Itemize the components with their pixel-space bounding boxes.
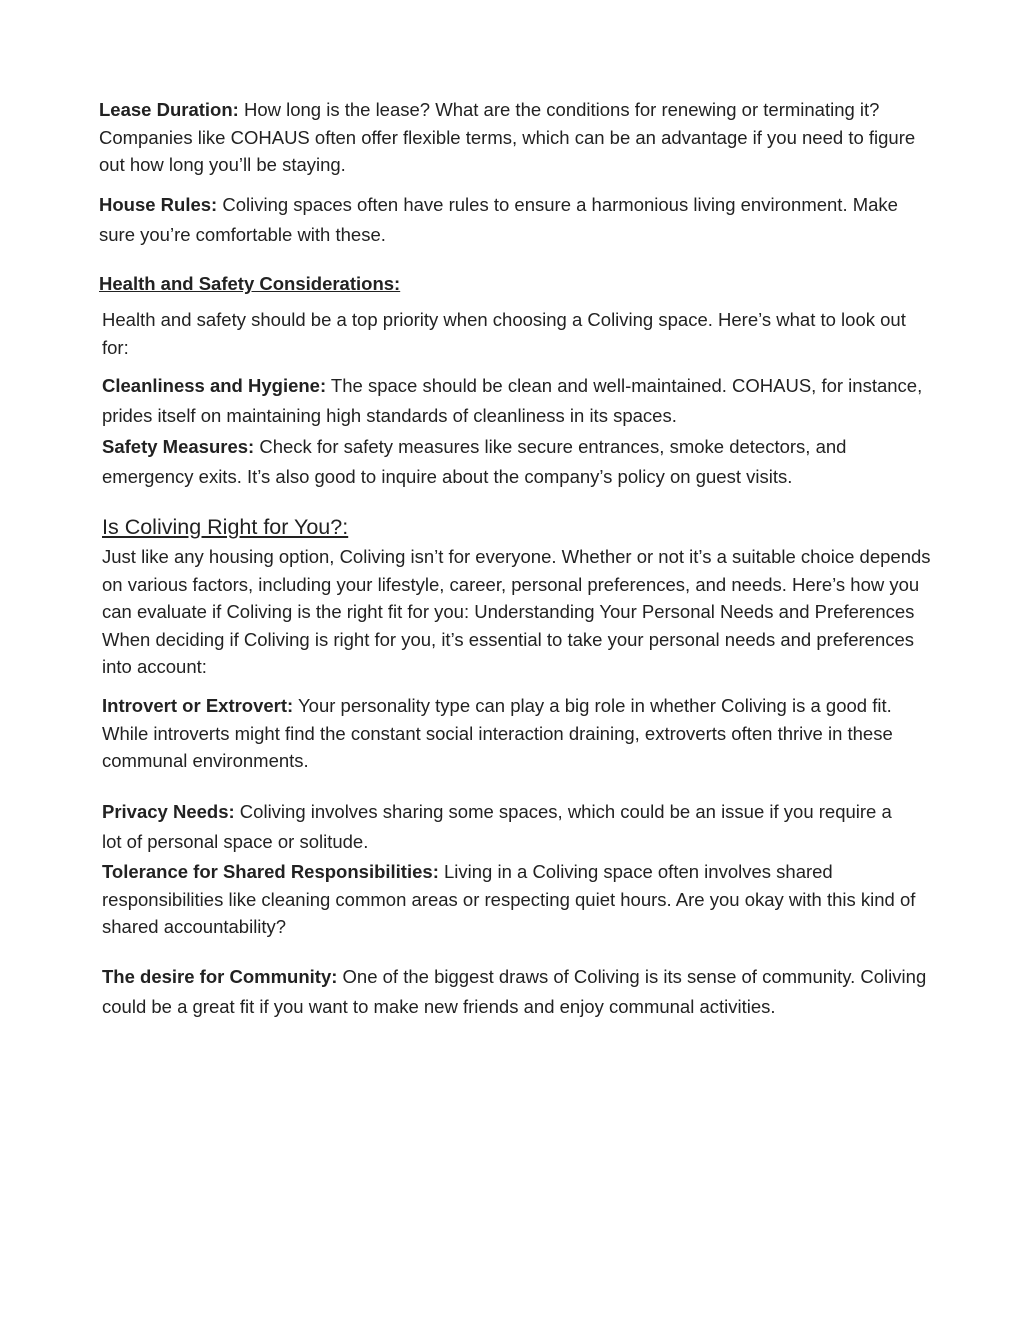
lease-duration-text: How long is the lease? What are the conditions for renewing or terminating it? Companies like COHAUS often offer flexible terms, which can be an advantage if you need to figure out how long you’ll be staying.	[99, 99, 916, 175]
introvert-term: Introvert or Extrovert:	[102, 695, 294, 716]
lease-duration-term: Lease Duration:	[99, 99, 239, 120]
safety-text: Check for safety measures like secure entrances, smoke detectors, and emergency exits. It’s also good to inquire about the company’s policy on guest visits.	[102, 436, 847, 487]
privacy-term: Privacy Needs:	[102, 801, 235, 822]
tolerance-term: Tolerance for Shared Responsibilities:	[102, 861, 439, 882]
tolerance-text: Living in a Coliving space often involves shared responsibilities like cleaning common areas or respecting quiet hours. Are you okay with this kind of shared accountability?	[102, 861, 916, 937]
health-safety-intro: Health and safety should be a top priority when choosing a Coliving space. Here’s what to look out for:	[102, 309, 906, 358]
safety-paragraph	[102, 432, 932, 492]
cleanliness-term: Cleanliness and Hygiene:	[102, 375, 327, 396]
safety-term: Safety Measures:	[102, 436, 255, 457]
house-rules-term: House Rules:	[99, 194, 218, 215]
community-term: The desire for Community:	[102, 966, 338, 987]
cleanliness-paragraph	[102, 371, 932, 431]
community-text: One of the biggest draws of Coliving is its sense of community. Coliving could be a great fit if you want to make new friends and enjoy communal activities.	[102, 966, 927, 1017]
introvert-text: Your personality type can play a big role in whether Coliving is a good fit. While introverts might find the constant social interaction draining, extroverts often thrive in these communal environments.	[102, 695, 893, 771]
house-rules-paragraph	[99, 190, 929, 250]
cleanliness-text: The space should be clean and well-maintained. COHAUS, for instance, prides itself on maintaining high standards of cleanliness in its spaces.	[102, 375, 923, 426]
health-safety-heading: Health and Safety Considerations:	[99, 273, 401, 294]
house-rules-text: Coliving spaces often have rules to ensure a harmonious living environment. Make sure you’re comfortable with these.	[99, 194, 898, 245]
community-paragraph	[102, 962, 932, 1022]
is-coliving-right-intro: Just like any housing option, Coliving isn’t for everyone. Whether or not it’s a suitable choice depends on various factors, including your lifestyle, career, personal preferences, and needs. Here’s how you can evaluate if Coliving is the right fit for you: Understanding Your Personal Needs and Preferences When deciding if Coliving is right for you, it’s essential to take your personal needs and preferences into account:	[102, 546, 931, 677]
is-coliving-right-heading: Is Coliving Right for You?:	[102, 515, 349, 539]
tolerance-paragraph	[102, 858, 932, 941]
introvert-paragraph	[102, 692, 922, 775]
privacy-paragraph	[102, 797, 912, 857]
privacy-text: Coliving involves sharing some spaces, which could be an issue if you require a lot of personal space or solitude.	[102, 801, 892, 852]
lease-duration-paragraph	[99, 96, 944, 179]
